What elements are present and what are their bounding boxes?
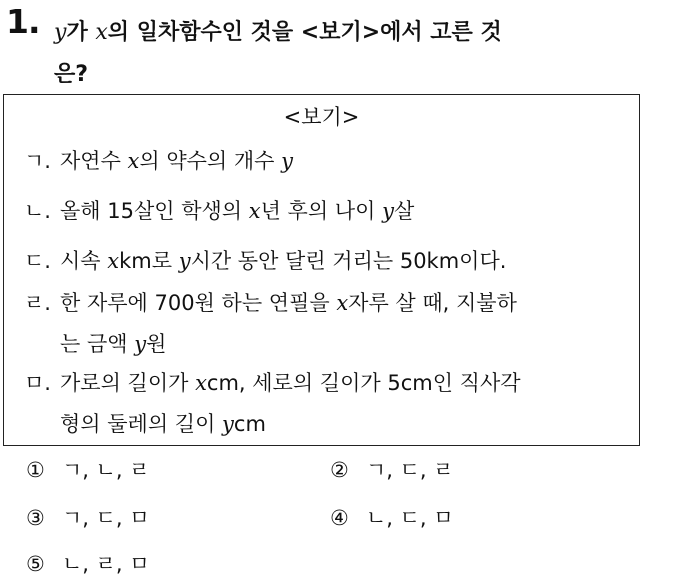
- item-text: 는 금액: [60, 332, 135, 356]
- choice-number: ①: [26, 458, 45, 482]
- choice-text: ㄴ, ㄹ, ㅁ: [62, 552, 150, 576]
- question-stem: [54, 12, 664, 96]
- item-mark: ㄱ.: [24, 149, 51, 173]
- variable-x: x: [336, 291, 349, 315]
- variable-y: y: [134, 332, 147, 356]
- item-text: 형의 둘레의 길이: [60, 412, 223, 436]
- choice-number: ⑤: [26, 552, 45, 576]
- item-text: 원: [146, 332, 167, 356]
- example-item-2: [24, 191, 624, 232]
- item-text: km로: [119, 249, 179, 273]
- choice-text: ㄴ, ㄷ, ㅁ: [366, 506, 454, 530]
- item-continuation: [24, 324, 624, 365]
- choice-5[interactable]: [26, 548, 150, 578]
- item-text: 한 자루에 700원 하는 연필을: [60, 291, 337, 315]
- variable-y: y: [178, 249, 191, 273]
- stem-text: 가: [66, 20, 96, 45]
- example-item-4: [24, 283, 624, 365]
- choice-2[interactable]: [330, 454, 454, 484]
- item-text: 시속: [60, 249, 108, 273]
- item-text: 자연수: [60, 149, 128, 173]
- variable-y: y: [222, 412, 234, 436]
- question-line-1: [54, 20, 502, 45]
- variable-x: x: [127, 149, 140, 173]
- choice-number: ②: [330, 458, 349, 482]
- stem-text: 의 일차함수인 것을 <보기>에서 고른 것: [107, 20, 502, 45]
- choice-3[interactable]: [26, 502, 150, 532]
- item-mark: ㄹ.: [24, 291, 51, 315]
- item-text: 살: [393, 199, 415, 223]
- choice-text: ㄱ, ㄷ, ㄹ: [366, 458, 454, 482]
- question-line-2: 은?: [54, 62, 89, 87]
- item-text: 올해 15살인 학생의: [60, 199, 249, 223]
- variable-x: x: [95, 20, 108, 45]
- choice-text: ㄱ, ㄴ, ㄹ: [62, 458, 150, 482]
- example-item-3: [24, 241, 624, 282]
- item-text: cm, 세로의 길이가 5cm인 직사각: [206, 371, 521, 395]
- item-mark: ㄴ.: [24, 199, 51, 223]
- variable-y: y: [54, 20, 67, 45]
- item-text: 년 후의 나이: [260, 199, 383, 223]
- choice-number: ③: [26, 506, 45, 530]
- variable-y: y: [382, 199, 394, 223]
- choice-number: ④: [330, 506, 349, 530]
- example-box: [3, 94, 640, 446]
- variable-y: y: [281, 149, 294, 173]
- variable-x: x: [248, 199, 261, 223]
- example-item-5: [24, 363, 624, 445]
- example-box-title: <보기>: [283, 105, 360, 129]
- item-text: 시간 동안 달린 거리는 50km이다.: [190, 249, 507, 273]
- choice-text: ㄱ, ㄷ, ㅁ: [62, 506, 150, 530]
- variable-x: x: [195, 371, 207, 395]
- item-text: 자루 살 때, 지불하: [348, 291, 517, 315]
- item-mark: ㄷ.: [24, 249, 51, 273]
- item-continuation: [24, 404, 624, 445]
- question-number: 1.: [6, 2, 40, 41]
- variable-x: x: [107, 249, 120, 273]
- choice-1[interactable]: [26, 454, 150, 484]
- choice-4[interactable]: [330, 502, 454, 532]
- item-text: cm: [233, 412, 266, 436]
- item-text: 의 약수의 개수: [139, 149, 282, 173]
- item-mark: ㅁ.: [24, 371, 51, 395]
- example-item-1: [24, 141, 624, 182]
- item-text: 가로의 길이가: [60, 371, 196, 395]
